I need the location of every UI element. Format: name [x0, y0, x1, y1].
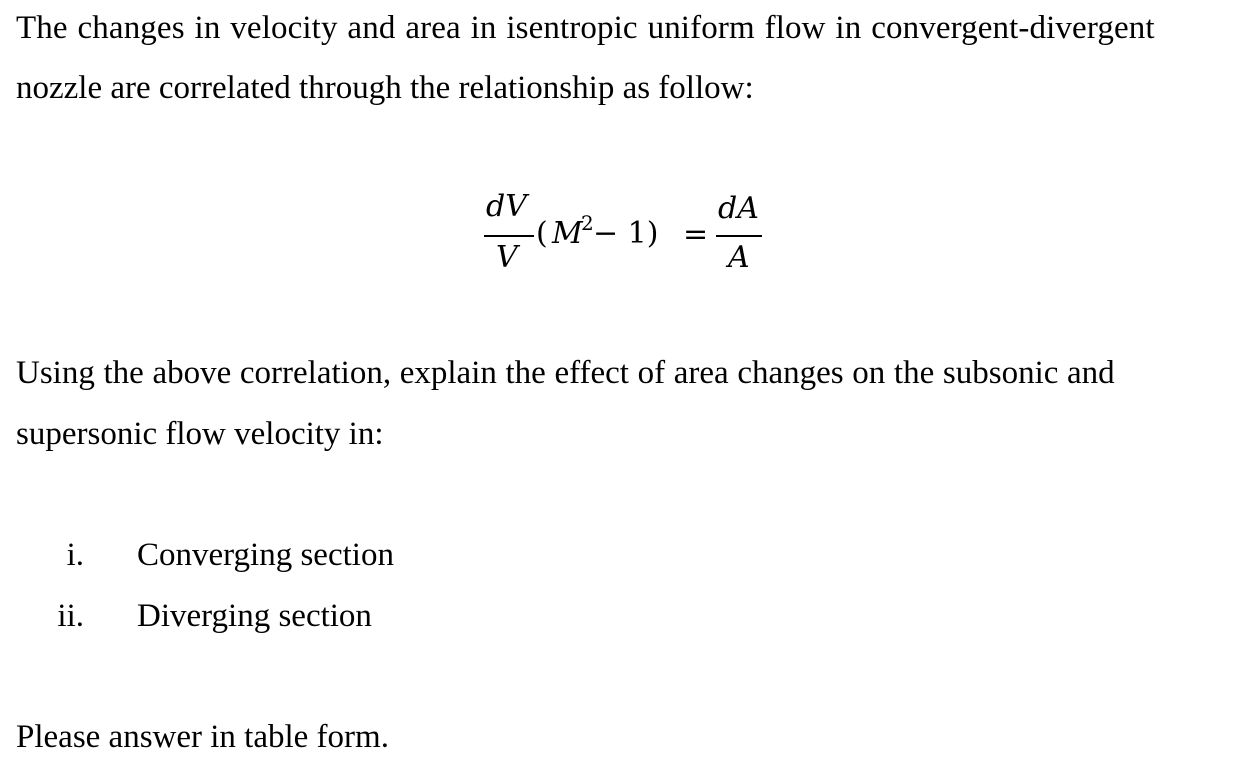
question-line-1: Using the above correlation, explain the effect of area changes on the subsonic and: [16, 355, 1115, 391]
lhs-numerator: dV: [486, 189, 527, 224]
factor-rest: − 1): [593, 216, 659, 251]
factor-variable: M: [552, 216, 583, 251]
intro-line-1: The changes in velocity and area in isentropic uniform flow in convergent-divergent: [16, 10, 1155, 46]
lhs-fraction-bar: [484, 235, 534, 237]
lhs-denominator: V: [496, 240, 518, 275]
factor-open-paren: (: [536, 216, 548, 251]
closing-instruction: Please answer in table form.: [16, 719, 389, 755]
list-item-text: Converging section: [137, 537, 394, 573]
velocity-area-equation: [480, 186, 780, 286]
intro-line-2: nozzle are correlated through the relationship as follow:: [16, 70, 754, 106]
factor-exponent: 2: [581, 211, 594, 235]
rhs-numerator: dA: [718, 191, 759, 226]
list-item-number: i.: [66, 537, 84, 573]
list-item-text: Diverging section: [137, 598, 372, 634]
rhs-fraction-bar: [716, 235, 762, 237]
rhs-denominator: A: [728, 240, 750, 275]
list-item-number: ii.: [57, 598, 84, 634]
question-line-2: supersonic flow velocity in:: [16, 416, 384, 452]
equals-sign: =: [683, 217, 709, 252]
